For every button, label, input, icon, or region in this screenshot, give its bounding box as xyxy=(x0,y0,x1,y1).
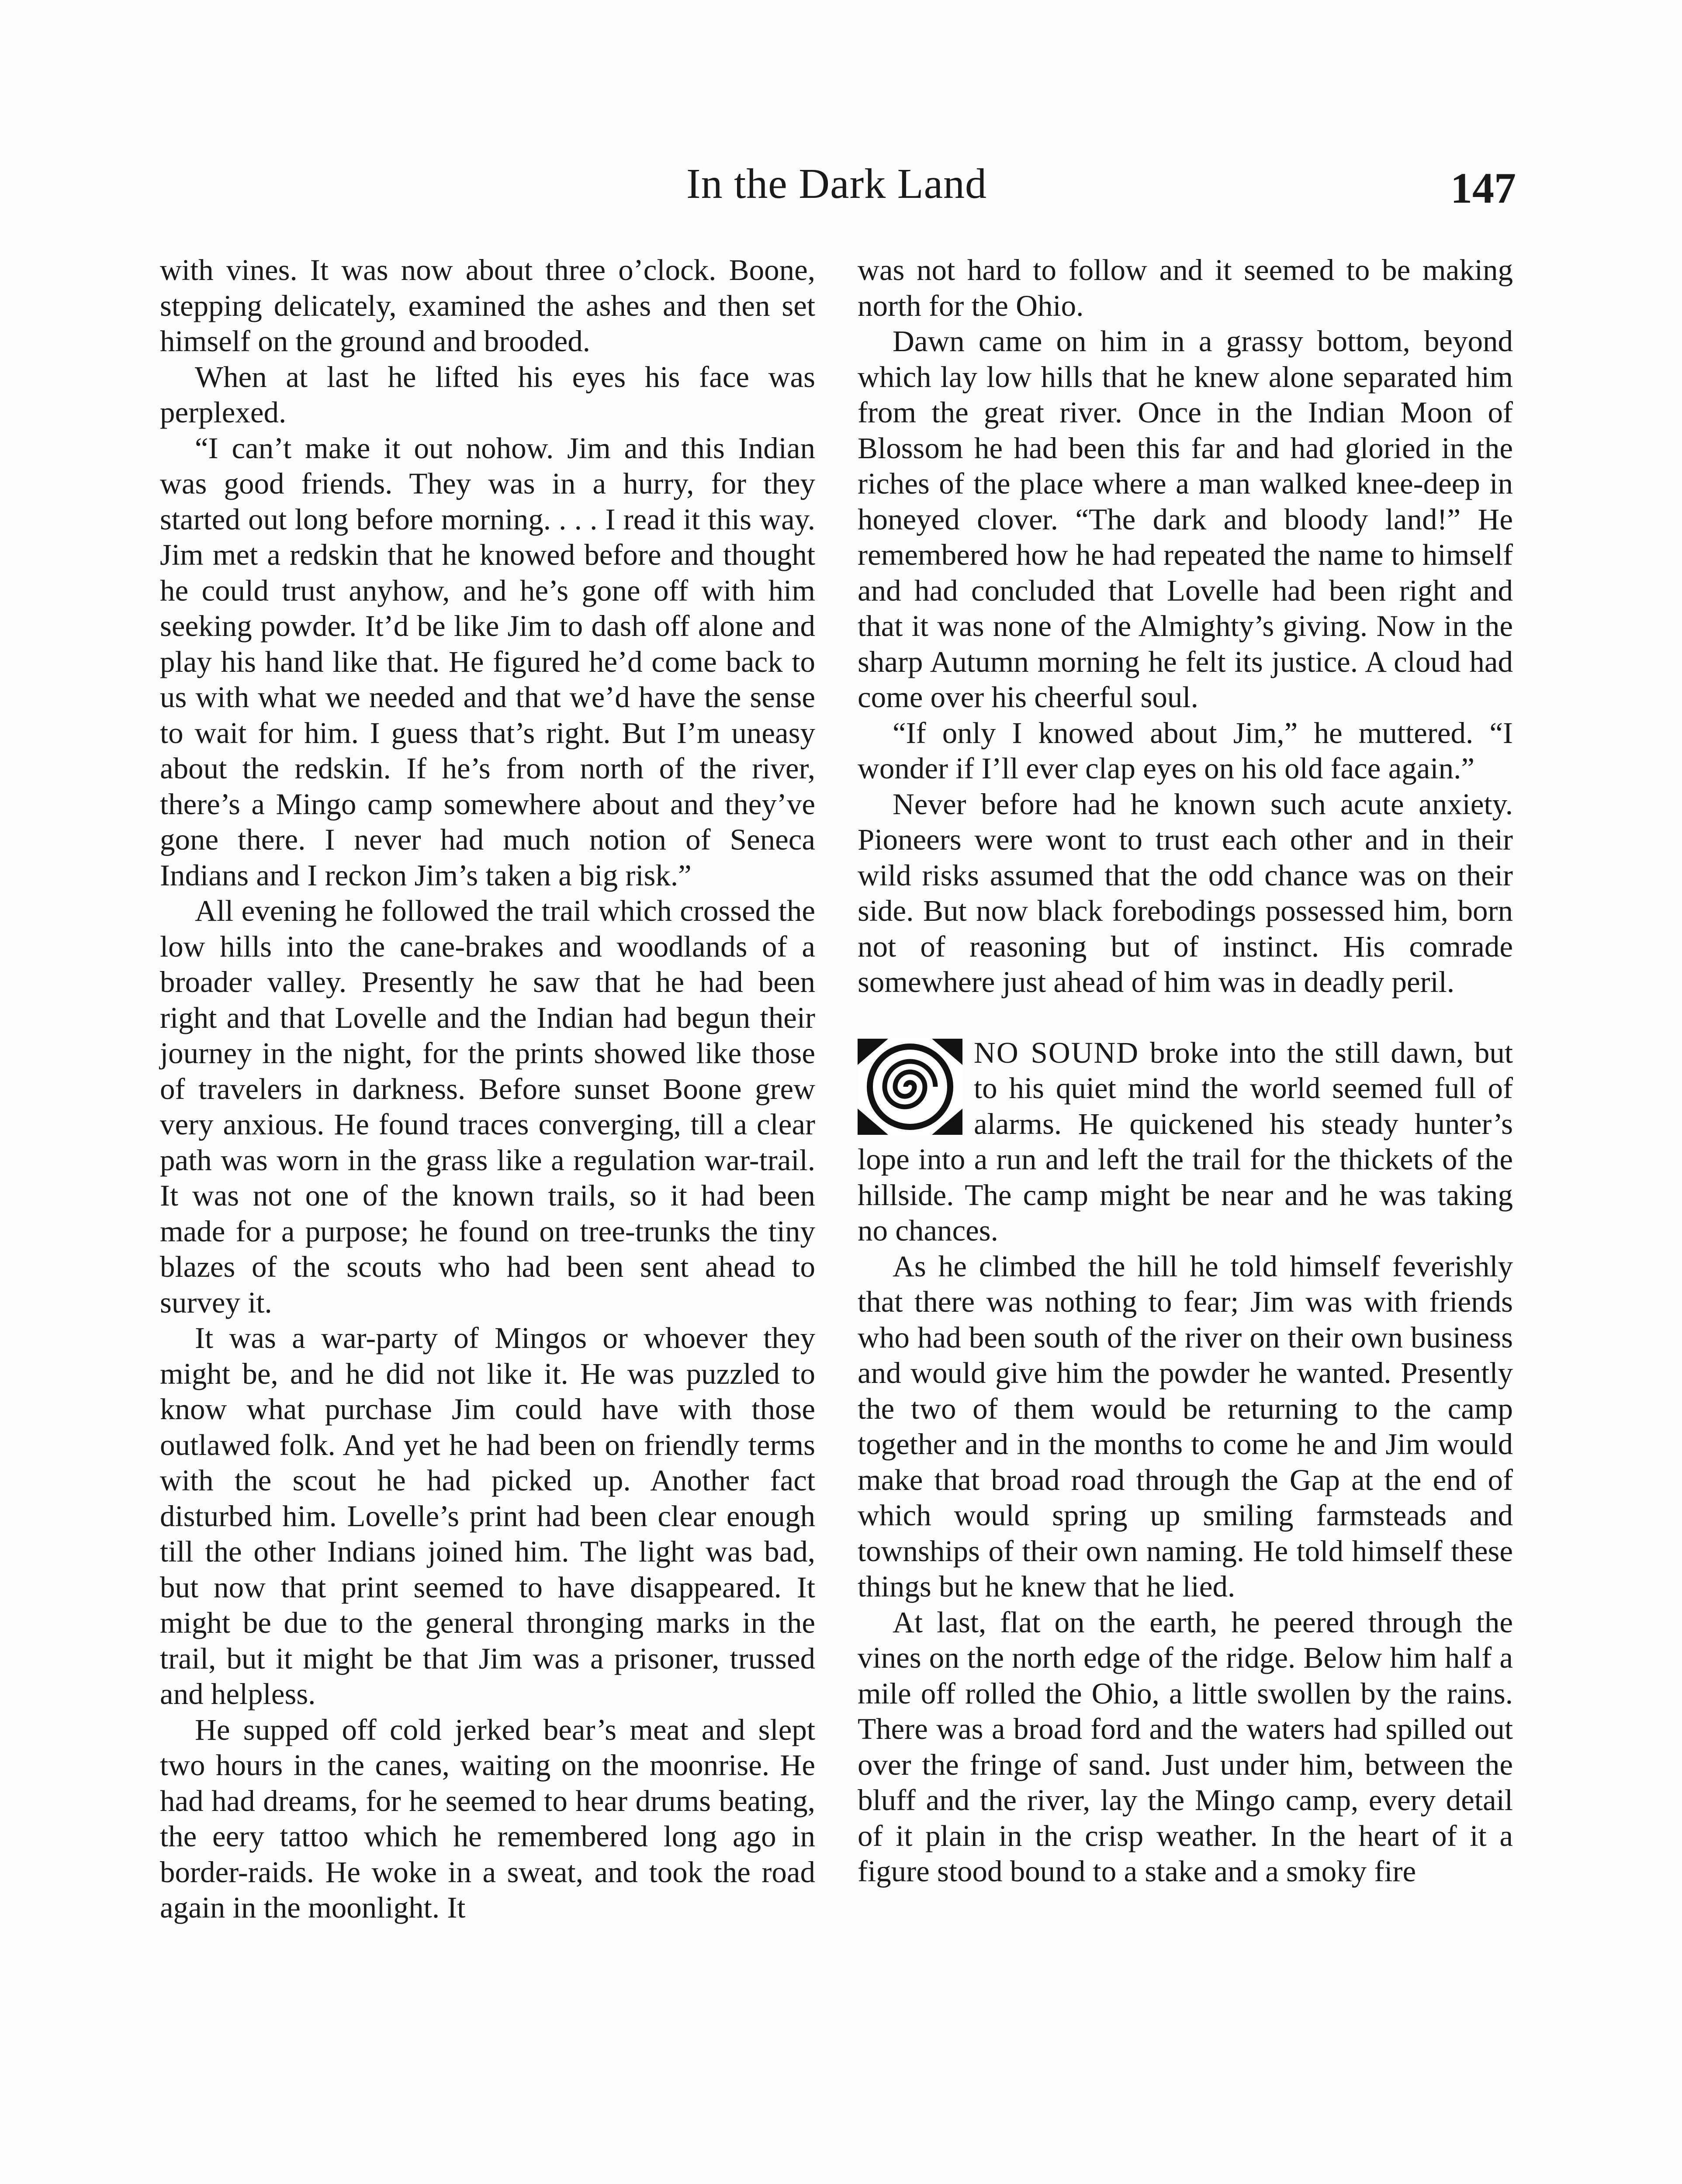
paragraph: was not hard to follow and it seemed to be making north for the Ohio. xyxy=(858,253,1513,322)
paragraph: All evening he followed the trail which crossed the low hills into the cane-brakes and woodlands of a broader valley. Presently he saw that he had been right and that Lovelle and the Indian had begun their journey in the night, for the prints showed like those of travelers in darkness. Before sunset Boone grew very anxious. He found traces converging, till a clear path was worn in the grass like a regulation war-trail. It was not one of the known trails, so it had been made for a purpose; he found on tree-trunks the tiny blazes of the scouts who had been sent ahead to survey it. xyxy=(160,894,815,1319)
paragraph: As he climbed the hill he told himself feverishly that there was nothing to fear; Jim was with friends who had been south of the river on their own business and would give him the powder he wanted. Presently the two of them would be returning to the camp together and in the months to come he and Jim would make that broad road through the Gap at the end of which would spring up smiling farmsteads and townships of their own naming. He told himself these things but he knew that he lied. xyxy=(858,1249,1513,1603)
paragraph: Dawn came on him in a grassy bottom, beyond which lay low hills that he knew alone separated him from the great river. Once in the Indian Moon of Blossom he had been this far and had gloried in the riches of the place where a man walked knee-deep in honeyed clover. “The dark and bloody land!” He remembered how he had repeated the name to himself and had concluded that Lovelle had been right and that it was none of the Almighty’s giving. Now in the sharp Autumn morning he felt its justice. A cloud had come over his cheerful soul. xyxy=(858,325,1513,714)
left-column xyxy=(160,252,815,1926)
paragraph: with vines. It was now about three o’clock. Boone, stepping delicately, examined the ashes and then set himself on the ground and brooded. xyxy=(160,253,815,358)
paragraph: “If only I knowed about Jim,” he muttered. “I wonder if I’ll ever clap eyes on his old face again.” xyxy=(858,716,1513,785)
paragraph: At last, flat on the earth, he peered through the vines on the north edge of the ridge. Below him half a mile off rolled the Ohio, a little swollen by the rains. There was a broad ford and the waters had spilled out over the fringe of sand. Just under him, between the bluff and the river, lay the Mingo camp, every detail of it plain in the crisp weather. In the heart of it a figure stood bound to a stake and a smoky fire xyxy=(858,1605,1513,1888)
section-rest-text: broke into the still dawn, but to his quiet mind the world seemed full of alarms. He quickened his steady hunter’s lope into a run and left the trail for the thickets of the hillside. The camp might be near and he was taking no chances. xyxy=(858,1036,1513,1247)
paragraph: When at last he lifted his eyes his face was perplexed. xyxy=(160,360,815,429)
page-number: 147 xyxy=(1450,164,1516,212)
right-column xyxy=(858,252,1513,1890)
running-head xyxy=(157,156,1516,212)
running-title: In the Dark Land xyxy=(686,160,987,207)
section-lead-text: NO SOUND xyxy=(974,1036,1139,1069)
spiral-ornament-icon xyxy=(858,1039,962,1135)
paragraph: He supped off cold jerked bear’s meat and slept two hours in the canes, waiting on the moonrise. He had had dreams, for he seemed to hear drums beating, the eery tattoo which he remembered long ago in border-raids. He woke in a sweat, and took the road again in the moonlight. It xyxy=(160,1713,815,1924)
paragraph: Never before had he known such acute anxiety. Pioneers were wont to trust each other and in their wild risks assumed that the odd chance was on their side. But now black forebodings possessed him, born not of reasoning but of instinct. His comrade somewhere just ahead of him was in deadly peril. xyxy=(858,787,1513,999)
paragraph: “I can’t make it out nohow. Jim and this Indian was good friends. They was in a hurry, for they started out long before morning. . . . I read it this way. Jim met a redskin that he knowed before and thought he could trust anyhow, and he’s gone off with him seeking powder. It’d be like Jim to dash off alone and play his hand like that. He figured he’d come back to us with what we needed and that we’d have the sense to wait for him. I guess that’s right. But I’m uneasy about the redskin. If he’s from north of the river, there’s a Mingo camp somewhere about and they’ve gone there. I never had much notion of Seneca Indians and I reckon Jim’s taken a big risk.” xyxy=(160,431,815,892)
section-start-paragraph xyxy=(858,1035,1513,1249)
paragraph: It was a war-party of Mingos or whoever they might be, and he did not like it. He was puzzled to know what purchase Jim could have with those outlawed folk. And yet he had been on friendly terms with the scout he had picked up. Another fact disturbed him. Lovelle’s print had been clear enough till the other Indians joined him. The light was bad, but now that print seemed to have disappeared. It might be due to the general thronging marks in the trail, but it might be that Jim was a prisoner, trussed and helpless. xyxy=(160,1321,815,1711)
